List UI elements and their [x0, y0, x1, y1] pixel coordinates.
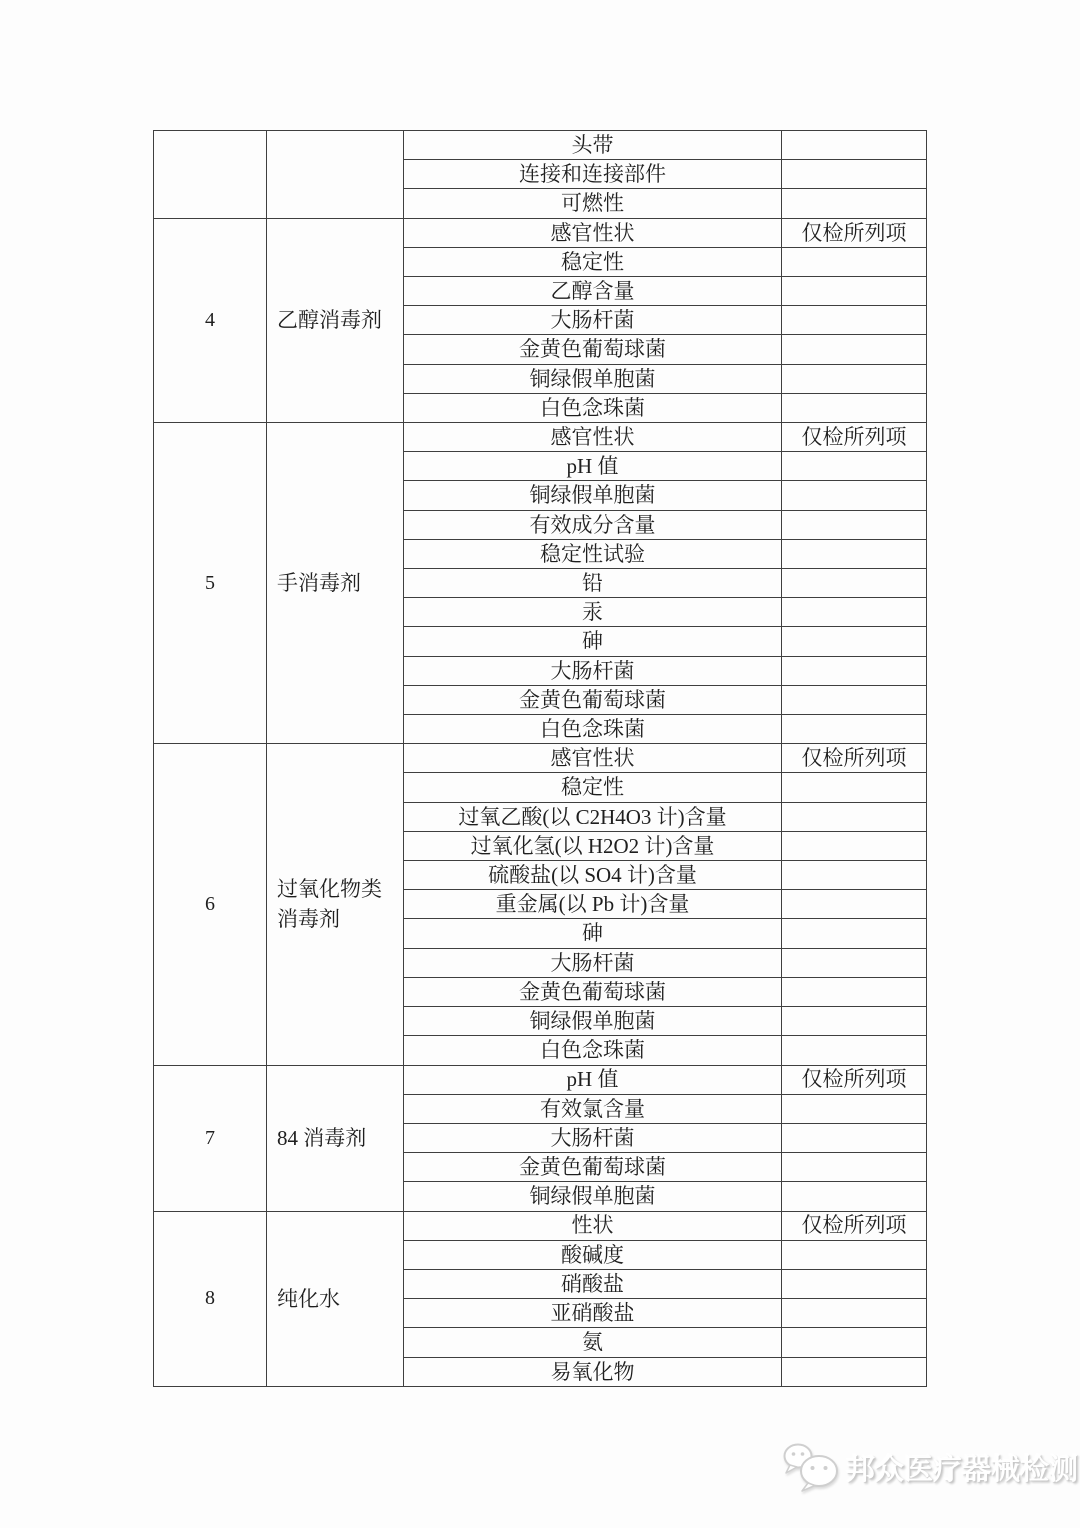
remark-cell: [782, 1240, 927, 1269]
watermark-text: 邦众医疗器械检测: [846, 1453, 1079, 1486]
remark-cell: [782, 685, 927, 714]
test-item-cell: 可燃性: [404, 189, 782, 218]
table-row: [154, 1211, 927, 1240]
test-item-cell: pH 值: [404, 1065, 782, 1094]
remark-cell: 仅检所列项: [782, 1211, 927, 1240]
test-item-cell: 稳定性: [404, 773, 782, 802]
remark-cell: [782, 890, 927, 919]
test-item-cell: 铜绿假单胞菌: [404, 481, 782, 510]
row-number-cell: 7: [154, 1065, 267, 1211]
row-number-cell: [154, 131, 267, 219]
test-item-cell: 砷: [404, 919, 782, 948]
inspection-table: [153, 130, 927, 1387]
row-number-cell: 4: [154, 218, 267, 422]
test-item-cell: 稳定性: [404, 247, 782, 276]
remark-cell: [782, 598, 927, 627]
test-item-cell: 感官性状: [404, 423, 782, 452]
product-name-cell: [267, 131, 404, 219]
row-number-cell: 6: [154, 744, 267, 1065]
remark-cell: [782, 1269, 927, 1298]
test-item-cell: 大肠杆菌: [404, 948, 782, 977]
remark-cell: 仅检所列项: [782, 423, 927, 452]
remark-cell: [782, 335, 927, 364]
test-item-cell: 硝酸盐: [404, 1269, 782, 1298]
test-item-cell: 氨: [404, 1328, 782, 1357]
remark-cell: [782, 131, 927, 160]
test-item-cell: 重金属(以 Pb 计)含量: [404, 890, 782, 919]
test-item-cell: 有效氯含量: [404, 1094, 782, 1123]
remark-cell: [782, 831, 927, 860]
product-name-cell: 84 消毒剂: [267, 1065, 404, 1211]
test-item-cell: 铜绿假单胞菌: [404, 1007, 782, 1036]
remark-cell: [782, 1299, 927, 1328]
test-item-cell: pH 值: [404, 452, 782, 481]
remark-cell: [782, 569, 927, 598]
test-item-cell: 金黄色葡萄球菌: [404, 1153, 782, 1182]
test-item-cell: 过氧化氢(以 H2O2 计)含量: [404, 831, 782, 860]
remark-cell: [782, 948, 927, 977]
remark-cell: [782, 1357, 927, 1386]
test-item-cell: 白色念珠菌: [404, 715, 782, 744]
test-item-cell: 稳定性试验: [404, 539, 782, 568]
watermark: [782, 1441, 1078, 1493]
test-item-cell: 乙醇含量: [404, 277, 782, 306]
table-row: [154, 131, 927, 160]
test-item-cell: 过氧乙酸(以 C2H4O3 计)含量: [404, 802, 782, 831]
test-item-cell: 有效成分含量: [404, 510, 782, 539]
product-name-cell: 过氧化物类消毒剂: [267, 744, 404, 1065]
test-item-cell: 大肠杆菌: [404, 656, 782, 685]
product-name-cell: 手消毒剂: [267, 423, 404, 744]
test-item-cell: 金黄色葡萄球菌: [404, 685, 782, 714]
test-item-cell: 酸碱度: [404, 1240, 782, 1269]
test-item-cell: 易氧化物: [404, 1357, 782, 1386]
test-item-cell: 铜绿假单胞菌: [404, 1182, 782, 1211]
remark-cell: [782, 656, 927, 685]
test-item-cell: 铅: [404, 569, 782, 598]
remark-cell: 仅检所列项: [782, 744, 927, 773]
remark-cell: [782, 1182, 927, 1211]
remark-cell: [782, 1094, 927, 1123]
test-item-cell: 感官性状: [404, 744, 782, 773]
remark-cell: [782, 1153, 927, 1182]
remark-cell: [782, 510, 927, 539]
remark-cell: [782, 1123, 927, 1152]
remark-cell: [782, 1328, 927, 1357]
remark-cell: [782, 802, 927, 831]
row-number-cell: 8: [154, 1211, 267, 1386]
test-item-cell: 大肠杆菌: [404, 306, 782, 335]
test-item-cell: 汞: [404, 598, 782, 627]
test-item-cell: 砷: [404, 627, 782, 656]
remark-cell: [782, 189, 927, 218]
test-item-cell: 亚硝酸盐: [404, 1299, 782, 1328]
wechat-icon: [782, 1441, 840, 1493]
remark-cell: 仅检所列项: [782, 1065, 927, 1094]
row-number-cell: 5: [154, 423, 267, 744]
remark-cell: [782, 481, 927, 510]
remark-cell: [782, 715, 927, 744]
remark-cell: [782, 393, 927, 422]
remark-cell: [782, 1007, 927, 1036]
test-item-cell: 性状: [404, 1211, 782, 1240]
test-item-cell: 连接和连接部件: [404, 160, 782, 189]
remark-cell: 仅检所列项: [782, 218, 927, 247]
remark-cell: [782, 277, 927, 306]
test-item-cell: 铜绿假单胞菌: [404, 364, 782, 393]
table-row: [154, 423, 927, 452]
test-item-cell: 金黄色葡萄球菌: [404, 335, 782, 364]
test-item-cell: 白色念珠菌: [404, 393, 782, 422]
table-row: [154, 1065, 927, 1094]
remark-cell: [782, 773, 927, 802]
remark-cell: [782, 1036, 927, 1065]
remark-cell: [782, 306, 927, 335]
remark-cell: [782, 627, 927, 656]
test-item-cell: 硫酸盐(以 SO4 计)含量: [404, 861, 782, 890]
product-name-cell: 纯化水: [267, 1211, 404, 1386]
test-item-cell: 金黄色葡萄球菌: [404, 977, 782, 1006]
test-item-cell: 感官性状: [404, 218, 782, 247]
remark-cell: [782, 364, 927, 393]
remark-cell: [782, 861, 927, 890]
remark-cell: [782, 977, 927, 1006]
table-row: [154, 744, 927, 773]
product-name-cell: 乙醇消毒剂: [267, 218, 404, 422]
test-item-cell: 头带: [404, 131, 782, 160]
remark-cell: [782, 247, 927, 276]
test-item-cell: 白色念珠菌: [404, 1036, 782, 1065]
test-item-cell: 大肠杆菌: [404, 1123, 782, 1152]
table-row: [154, 218, 927, 247]
remark-cell: [782, 919, 927, 948]
remark-cell: [782, 452, 927, 481]
remark-cell: [782, 160, 927, 189]
remark-cell: [782, 539, 927, 568]
